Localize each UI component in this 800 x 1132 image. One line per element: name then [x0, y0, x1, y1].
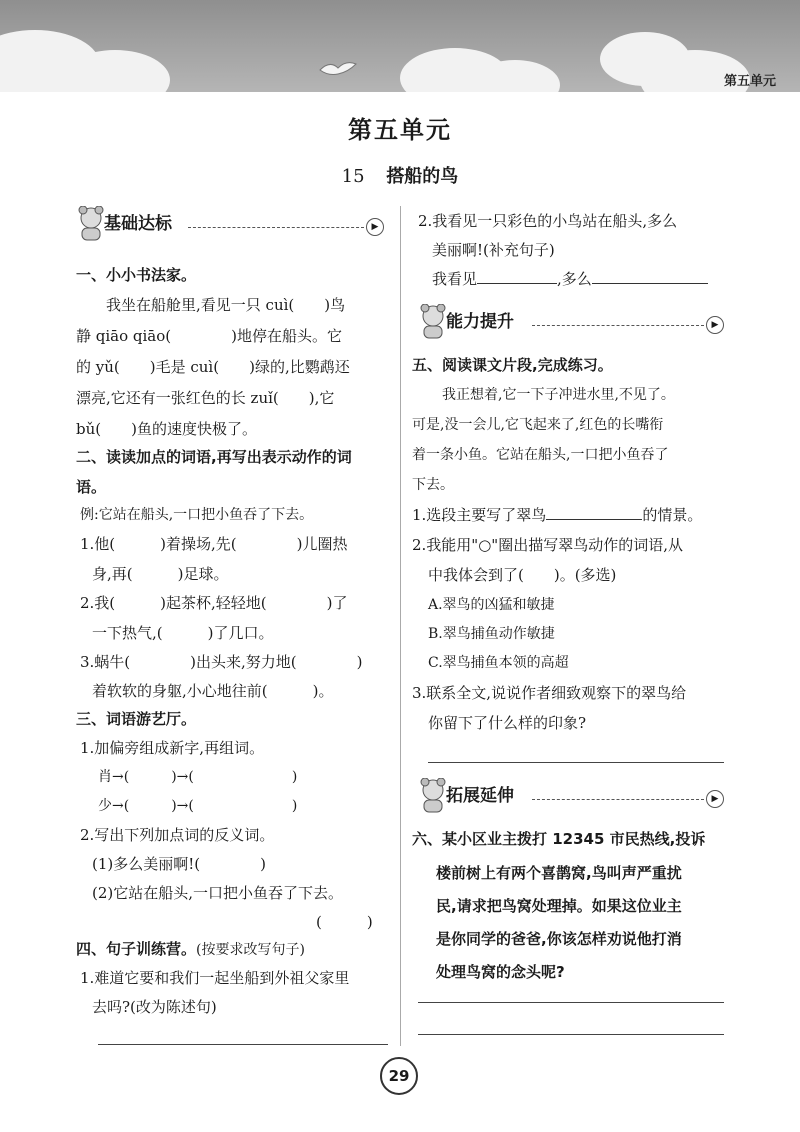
q4-title-text: 四、句子训练营。 — [76, 940, 197, 958]
unit-tag: 第五单元 — [723, 74, 776, 89]
section-header-ability — [418, 304, 724, 344]
answer-line[interactable] — [428, 762, 724, 763]
q2-line: 1.他( )着操场,先( )儿圈热 — [80, 535, 348, 553]
q2-line: 3.蜗牛( )出头来,努力地( ) — [80, 653, 363, 671]
play-icon: ▶ — [706, 790, 724, 808]
q5-title: 五、阅读课文片段,完成练习。 — [412, 356, 613, 374]
bird-icon — [318, 58, 358, 80]
q2-title: 二、读读加点的词语,再写出表示动作的词 — [76, 448, 352, 466]
q5-1-text: 的情景。 — [642, 506, 703, 524]
answer-line[interactable] — [418, 1034, 724, 1035]
lesson-name: 搭船的鸟 — [386, 166, 459, 187]
passage-line: 我正想着,它一下子冲进水里,不见了。 — [442, 387, 675, 403]
fill-text: 我看见 — [432, 270, 478, 288]
q4-line: 1.难道它要和我们一起坐船到外祖父家里 — [80, 969, 350, 987]
answer-blank[interactable] — [546, 519, 642, 520]
fill-text: ,多么 — [557, 270, 592, 288]
column-divider — [400, 206, 401, 1046]
option-b: B.翠鸟捕鱼动作敏捷 — [428, 626, 555, 642]
q3-item: ( ) — [316, 913, 373, 931]
q3-sub: 1.加偏旁组成新字,再组词。 — [80, 739, 265, 757]
passage-line: 着一条小鱼。它站在船头,一口把小鱼吞了 — [412, 447, 669, 463]
q4-note: (按要求改写句子) — [196, 942, 305, 958]
q2-line: 一下热气,( )了几口。 — [92, 624, 274, 642]
section-title: 拓展延伸 — [446, 786, 514, 806]
q4-2-fill — [432, 272, 708, 287]
answer-blank[interactable] — [477, 283, 557, 284]
passage-line: 可是,没一会儿,它飞起来了,红色的长嘴衔 — [412, 417, 664, 433]
q2-line: 2.我( )起茶杯,轻轻地( )了 — [80, 594, 348, 612]
play-icon: ▶ — [706, 316, 724, 334]
section-title: 能力提升 — [446, 312, 514, 332]
q3-item: (1)多么美丽啊!( ) — [92, 855, 266, 873]
q2-example: 例:它站在船头,一口把小鱼吞了下去。 — [80, 507, 314, 523]
q6-line: 六、某小区业主拨打 12345 市民热线,投诉 — [412, 830, 706, 848]
q3-word: 肖→( )→( ) — [98, 769, 298, 785]
q4-2-line: 2.我看见一只彩色的小鸟站在船头,多么 — [418, 212, 678, 230]
dashed-rule — [532, 799, 704, 800]
q1-line: 静 qiāo qiāo( )地停在船头。它 — [76, 327, 342, 345]
page-title: 第五单元 — [348, 116, 452, 144]
section-header-basic — [76, 206, 388, 246]
q6-line: 民,请求把鸟窝处理掉。如果这位业主 — [436, 897, 682, 915]
q1-title: 一、小小书法家。 — [76, 266, 197, 284]
q5-3-line: 你留下了什么样的印象? — [428, 714, 587, 732]
q5-2-line: 2.我能用"○"圈出描写翠鸟动作的词语,从 — [412, 536, 683, 554]
q3-word: 少→( )→( ) — [98, 798, 298, 814]
q5-1-text: 1.选段主要写了翠鸟 — [412, 506, 547, 524]
answer-line[interactable] — [418, 1002, 724, 1003]
dashed-rule — [532, 325, 704, 326]
bear-mascot-icon — [76, 206, 106, 242]
bear-mascot-icon — [418, 778, 448, 814]
q6-line: 处理鸟窝的念头呢? — [436, 963, 565, 981]
q2-title-cont: 语。 — [76, 478, 107, 496]
q4-title — [76, 942, 305, 957]
bear-mascot-icon — [418, 304, 448, 340]
play-icon: ▶ — [366, 218, 384, 236]
q4-2-line: 美丽啊!(补充句子) — [432, 241, 555, 259]
page-number: 29 — [380, 1057, 418, 1095]
q1-line: bǔ( )鱼的速度快极了。 — [76, 420, 257, 438]
q1-line: 我坐在船舱里,看见一只 cuì( )鸟 — [106, 296, 346, 314]
lesson-title — [0, 162, 800, 188]
section-header-extend — [418, 778, 724, 818]
q3-item: (2)它站在船头,一口把小鱼吞了下去。 — [92, 884, 344, 902]
q6-line: 楼前树上有两个喜鹊窝,鸟叫声严重扰 — [436, 864, 682, 882]
section-title: 基础达标 — [104, 214, 172, 234]
q1-line: 的 yǔ( )毛是 cuì( )绿的,比鹦鹉还 — [76, 358, 350, 376]
option-a: A.翠鸟的凶猛和敏捷 — [428, 597, 555, 613]
q6-line: 是你同学的爸爸,你该怎样劝说他打消 — [436, 930, 682, 948]
q5-2-line: 中我体会到了( )。(多选) — [428, 566, 617, 584]
option-c: C.翠鸟捕鱼本领的高超 — [428, 655, 569, 671]
passage-line: 下去。 — [412, 477, 454, 493]
answer-line[interactable] — [98, 1044, 388, 1045]
answer-blank[interactable] — [592, 283, 708, 284]
header-banner — [0, 0, 800, 92]
q3-title: 三、词语游艺厅。 — [76, 710, 197, 728]
q2-line: 身,再( )足球。 — [92, 565, 229, 583]
q5-3-line: 3.联系全文,说说作者细致观察下的翠鸟给 — [412, 684, 687, 702]
q1-line: 漂亮,它还有一张红色的长 zuǐ( ),它 — [76, 389, 335, 407]
lesson-number: 15 — [341, 166, 365, 187]
dashed-rule — [188, 227, 364, 228]
q5-1 — [412, 508, 702, 523]
q4-line: 去吗?(改为陈述句) — [92, 998, 217, 1016]
q3-sub: 2.写出下列加点词的反义词。 — [80, 826, 275, 844]
q2-line: 着软软的身躯,小心地往前( )。 — [92, 682, 334, 700]
